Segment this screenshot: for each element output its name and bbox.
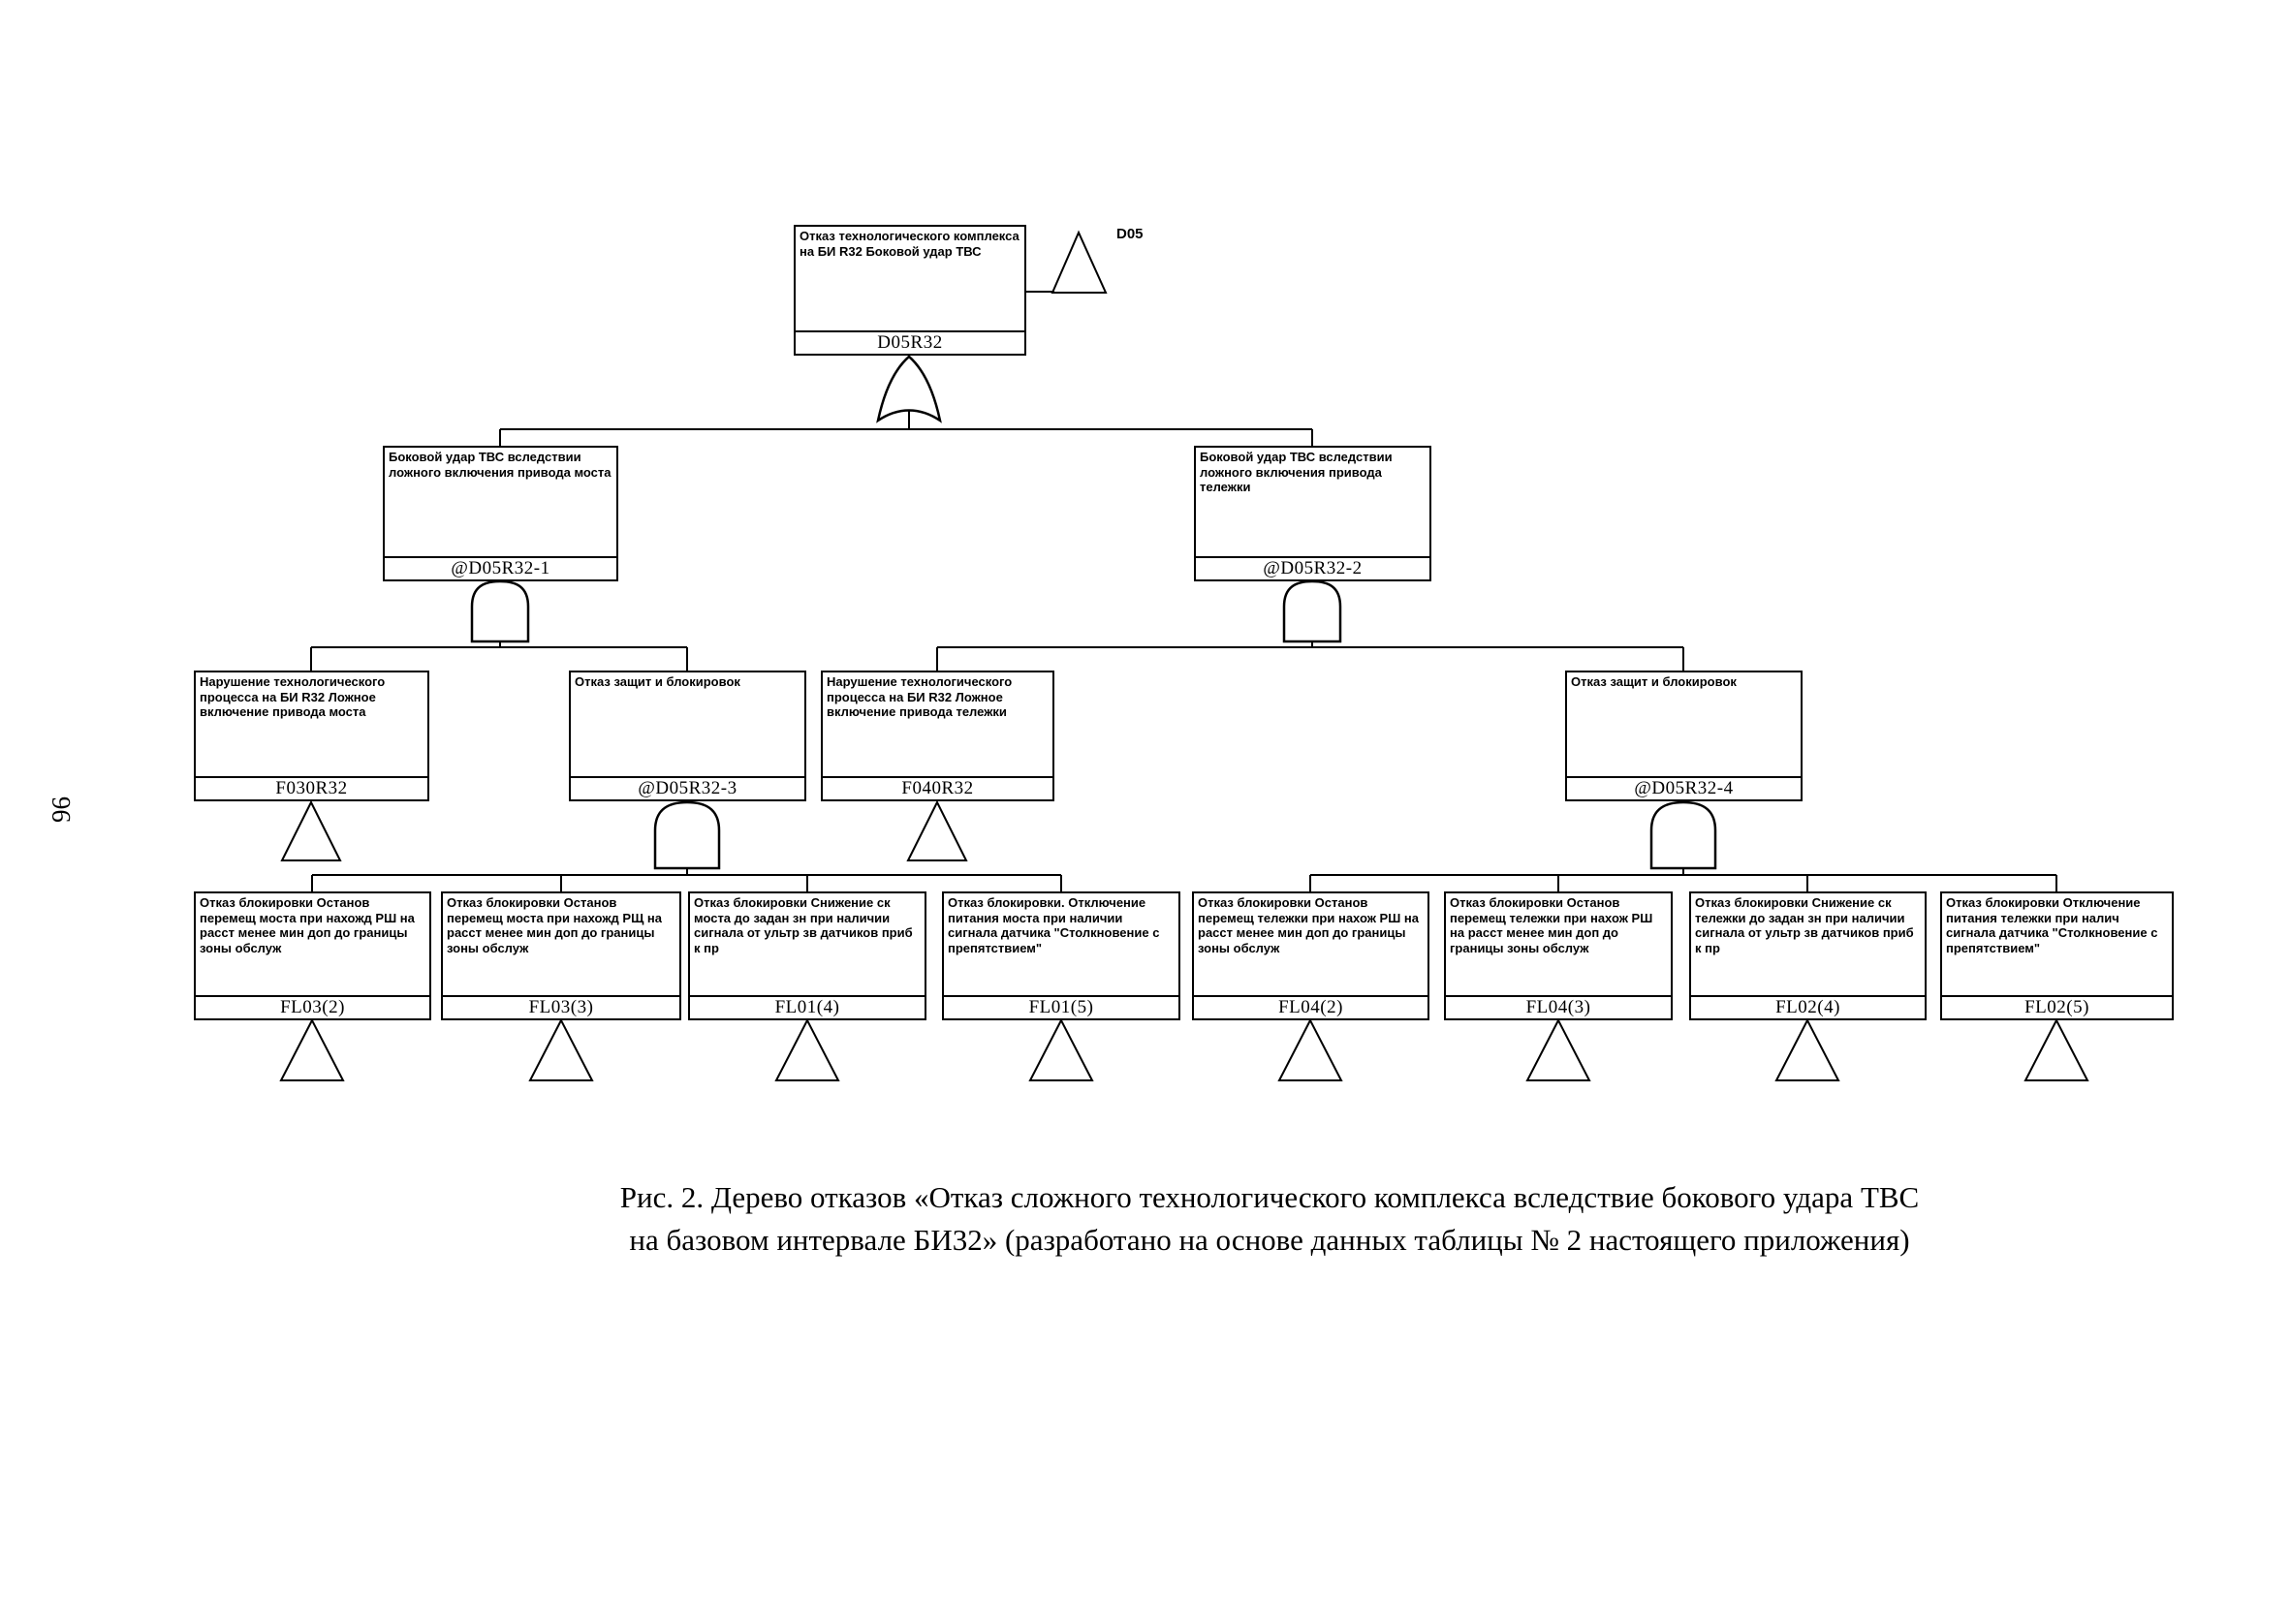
event-description: Отказ блокировки Отключение питания тележки при налич сигнала датчика "Столкновение с препятствием" (1946, 895, 2158, 955)
event-code: FL04(3) (1446, 995, 1671, 1018)
figure-caption-line1: Рис. 2. Дерево отказов «Отказ сложного технологического комплекса вследствие бокового удара ТВС (619, 1180, 1920, 1214)
transfer-triangle-icon (1527, 1020, 1589, 1080)
node-f030r32 (194, 671, 429, 801)
connector-line (1310, 868, 2056, 891)
event-code: F030R32 (196, 776, 427, 799)
transfer-in-label: D05 (1116, 226, 1144, 242)
event-code: @D05R32-3 (571, 776, 804, 799)
event-description: Отказ блокировки Останов перемещ моста при нахожд РШ на расст менее мин доп до границы зоны обслуж (200, 895, 415, 955)
and-gate-icon (1651, 802, 1715, 868)
and-gate-icon (1284, 581, 1340, 641)
connector-line (311, 641, 687, 671)
node-fl02-5 (1940, 891, 2174, 1020)
transfer-triangle-icon (530, 1020, 592, 1080)
event-description: Отказ защит и блокировок (1571, 674, 1737, 689)
node-f040r32 (821, 671, 1054, 801)
and-gate-icon (655, 802, 719, 868)
transfer-triangle-icon (1030, 1020, 1092, 1080)
or-gate-icon (878, 357, 940, 421)
event-code: FL02(5) (1942, 995, 2172, 1018)
node-d05r32-3 (569, 671, 806, 801)
page-number: 96 (47, 796, 76, 823)
connector-line (312, 868, 1061, 891)
node-fl02-4 (1689, 891, 1927, 1020)
transfer-triangle-icon (1052, 233, 1106, 293)
node-d05r32-1 (383, 446, 618, 581)
event-code: @D05R32-1 (385, 556, 616, 579)
figure-caption-line2: на базовом интервале БИ32» (разработано на основе данных таблицы № 2 настоящего приложения) (629, 1223, 1910, 1257)
transfer-triangle-icon (908, 802, 966, 860)
transfer-triangle-icon (1776, 1020, 1838, 1080)
event-description: Отказ блокировки Останов перемещ моста при нахожд РЩ на расст менее мин доп до границы зоны обслуж (447, 895, 663, 955)
event-code: FL04(2) (1194, 995, 1427, 1018)
node-fl04-2 (1192, 891, 1429, 1020)
event-description: Боковой удар ТВС вследствии ложного включения привода тележки (1200, 450, 1393, 494)
event-description: Отказ блокировки Снижение ск тележки до задан зн при наличии сигнала от ультр зв датчиков приб к пр (1695, 895, 1914, 955)
connector-line (500, 429, 1312, 446)
transfer-triangle-icon (1279, 1020, 1341, 1080)
node-fl01-5 (942, 891, 1180, 1020)
connector-lines (311, 292, 2056, 891)
event-description: Отказ блокировки Останов перемещ тележки при нахож РШ на расст менее мин доп до границы зоны обслуж (1450, 895, 1653, 955)
event-code: FL01(5) (944, 995, 1178, 1018)
connector-line (937, 641, 1683, 671)
and-gate-icon (472, 581, 528, 641)
node-d05r32 (794, 225, 1026, 356)
node-fl03-2 (194, 891, 431, 1020)
node-d05r32-4 (1565, 671, 1803, 801)
event-description: Нарушение технологического процесса на БИ R32 Ложное включение привода моста (200, 674, 386, 719)
event-description: Нарушение технологического процесса на БИ R32 Ложное включение привода тележки (827, 674, 1013, 719)
event-description: Боковой удар ТВС вследствии ложного включения привода моста (389, 450, 612, 480)
event-description: Отказ блокировки Останов перемещ тележки при нахож РШ на расст менее мин доп до границы зоны обслуж (1198, 895, 1419, 955)
event-code: FL01(4) (690, 995, 925, 1018)
node-fl01-4 (688, 891, 926, 1020)
event-code: D05R32 (796, 330, 1024, 354)
figure-caption (388, 1176, 2151, 1262)
transfer-triangle-icon (2025, 1020, 2087, 1080)
transfer-triangle-icon (281, 1020, 343, 1080)
event-code: F040R32 (823, 776, 1052, 799)
event-description: Отказ защит и блокировок (575, 674, 740, 689)
transfer-triangle-icon (282, 802, 340, 860)
node-fl04-3 (1444, 891, 1673, 1020)
event-code: @D05R32-2 (1196, 556, 1429, 579)
node-d05r32-2 (1194, 446, 1431, 581)
event-code: @D05R32-4 (1567, 776, 1801, 799)
transfer-triangle-icon (776, 1020, 838, 1080)
event-code: FL03(2) (196, 995, 429, 1018)
event-code: FL03(3) (443, 995, 679, 1018)
node-fl03-3 (441, 891, 681, 1020)
event-description: Отказ блокировки. Отключение питания моста при наличии сигнала датчика "Столкновение с препятствием" (948, 895, 1160, 955)
event-code: FL02(4) (1691, 995, 1925, 1018)
event-description: Отказ технологического комплекса на БИ R32 Боковой удар ТВС (800, 229, 1020, 259)
event-description: Отказ блокировки Снижение ск моста до задан зн при наличии сигнала от ультр зв датчиков приб к пр (694, 895, 913, 955)
